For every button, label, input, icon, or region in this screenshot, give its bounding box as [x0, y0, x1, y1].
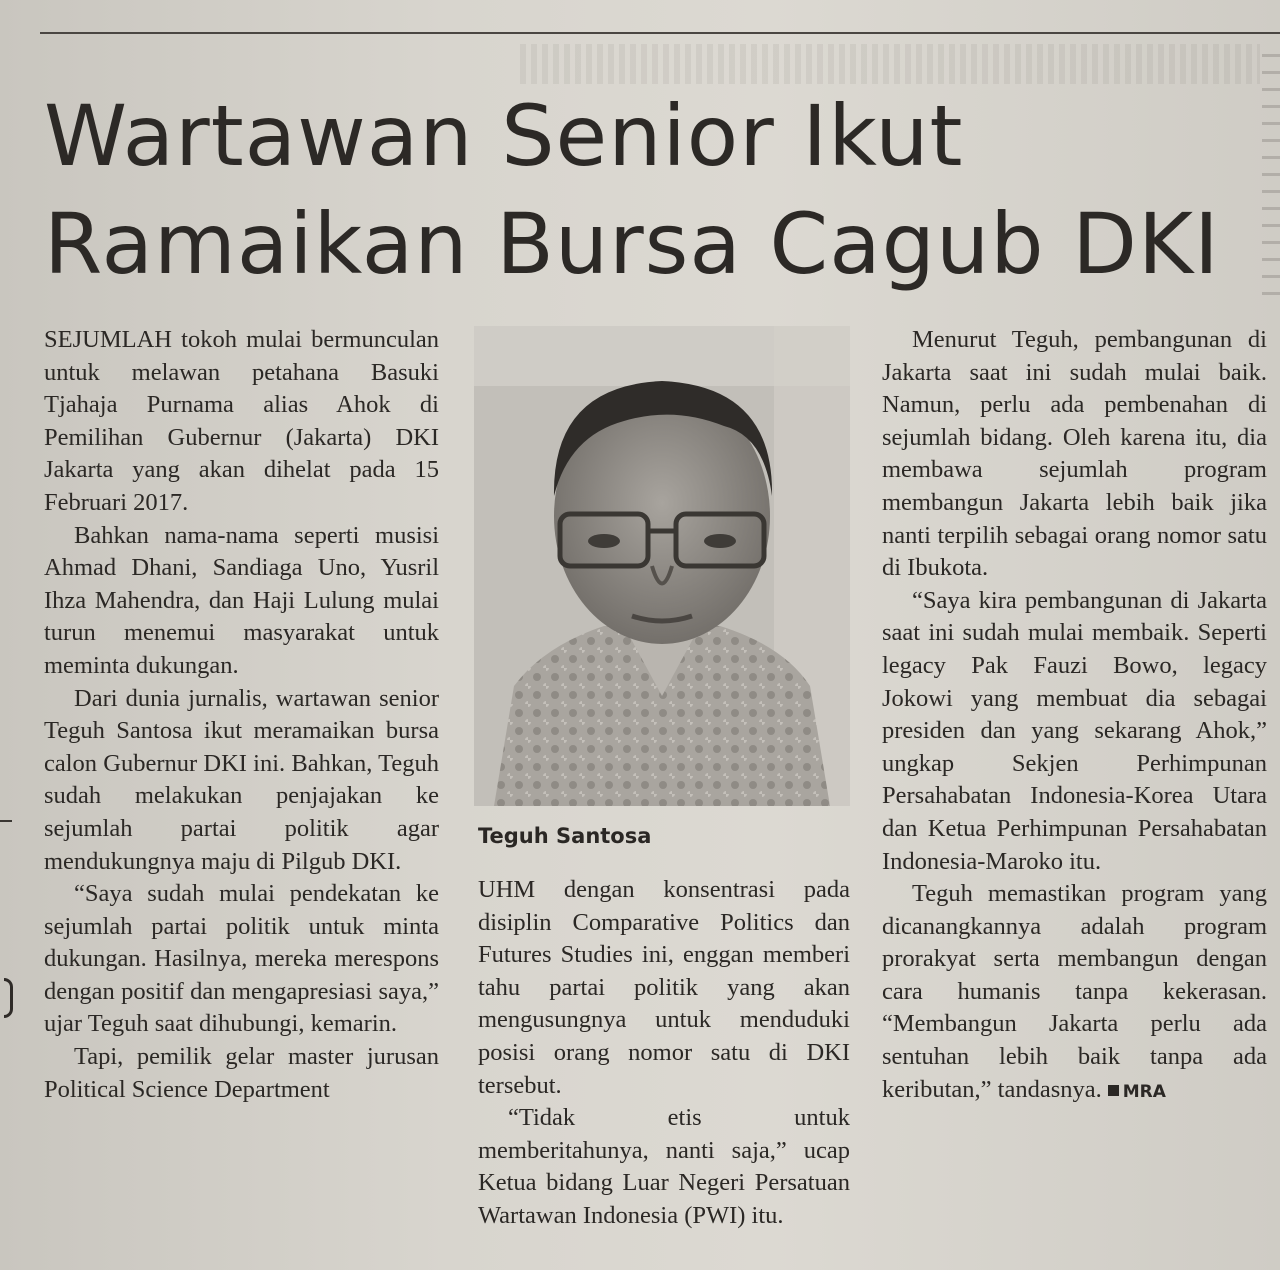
headline-line-2: Ramaikan Bursa Cagub DKI: [44, 195, 1220, 293]
left-edge-rule: [0, 820, 12, 822]
adjacent-column-edge: [1262, 40, 1280, 300]
paragraph: Tapi, pemilik gelar master jurusan Political Science Department: [44, 1043, 439, 1103]
author-signature: MRA: [1122, 1081, 1166, 1102]
photo-caption: Teguh Santosa: [478, 824, 652, 848]
paragraph: Dari dunia jurnalis, wartawan senior Teguh Santosa ikut meramaikan bursa calon Gubernur DKI ini. Bahkan, Teguh sudah melakukan penjajakan ke sejumlah partai politik agar mendukungnya maju di Pilgub DKI.: [44, 684, 439, 875]
paragraph: Menurut Teguh, pembangunan di Jakarta saat ini sudah mulai baik. Namun, perlu ada pembenahan di sejumlah bidang. Oleh karena itu, dia membawa sejumlah program membangun Jakarta lebih baik jika nanti terpilih sebagai orang nomor satu di Ibukota.: [882, 326, 1267, 582]
article-column-3: [882, 324, 1267, 1108]
article-headline: [44, 82, 1264, 298]
bleed-through-texture: [520, 44, 1260, 84]
portrait-illustration: [474, 326, 850, 806]
portrait-photo: [474, 326, 850, 806]
end-mark-icon: [1108, 1085, 1119, 1096]
paragraph: “Saya kira pembangunan di Jakarta saat ini sudah mulai membaik. Seperti legacy Pak Fauzi Bowo, legacy Jokowi yang membuat dia sebagai presiden dan yang sekarang Ahok,” ungkap Sekjen Perhimpunan Persahabatan Indonesia-Korea Utara dan Ketua Perhimpunan Persahabatan Indonesia-Maroko itu.: [882, 586, 1267, 875]
left-edge-glyph: [4, 978, 13, 1018]
paragraph: SEJUMLAH tokoh mulai bermunculan untuk melawan petahana Basuki Tjahaja Purnama alias Ahok di Pemilihan Gubernur (Jakarta) DKI Jakarta yang akan dihelat pada 15 Februari 2017.: [44, 326, 439, 516]
article-column-2: [478, 874, 850, 1233]
top-rule: [40, 32, 1280, 34]
paragraph: “Saya sudah mulai pendekatan ke sejumlah partai politik untuk minta dukungan. Hasilnya, mereka merespons dengan positif dan mengapresiasi saya,” ujar Teguh saat dihubungi, kemarin.: [44, 880, 439, 1038]
paragraph: “Tidak etis untuk memberitahunya, nanti saja,” ucap Ketua bidang Luar Negeri Persatuan Wartawan Indonesia (PWI) itu.: [478, 1104, 850, 1229]
paragraph-final: [882, 878, 1267, 1108]
paragraph: Bahkan nama-nama seperti musisi Ahmad Dhani, Sandiaga Uno, Yusril Ihza Mahendra, dan Haji Lulung mulai turun menemui masyarakat untuk meminta dukungan.: [44, 521, 439, 679]
paragraph: UHM dengan konsentrasi pada disiplin Comparative Politics dan Futures Studies ini, enggan memberi tahu partai politik yang akan mengusungnya untuk menduduki posisi orang nomor satu di DKI tersebut.: [478, 876, 850, 1099]
article-column-1: [44, 324, 439, 1106]
paragraph-text: Teguh memastikan program yang dicanangkannya adalah program prorakyat serta membangun dengan cara humanis tanpa kekerasan. “Membangun Jakarta perlu ada sentuhan lebih baik tanpa ada keributan,” tandasnya.: [882, 880, 1267, 1103]
headline-line-1: Wartawan Senior Ikut: [44, 87, 964, 185]
